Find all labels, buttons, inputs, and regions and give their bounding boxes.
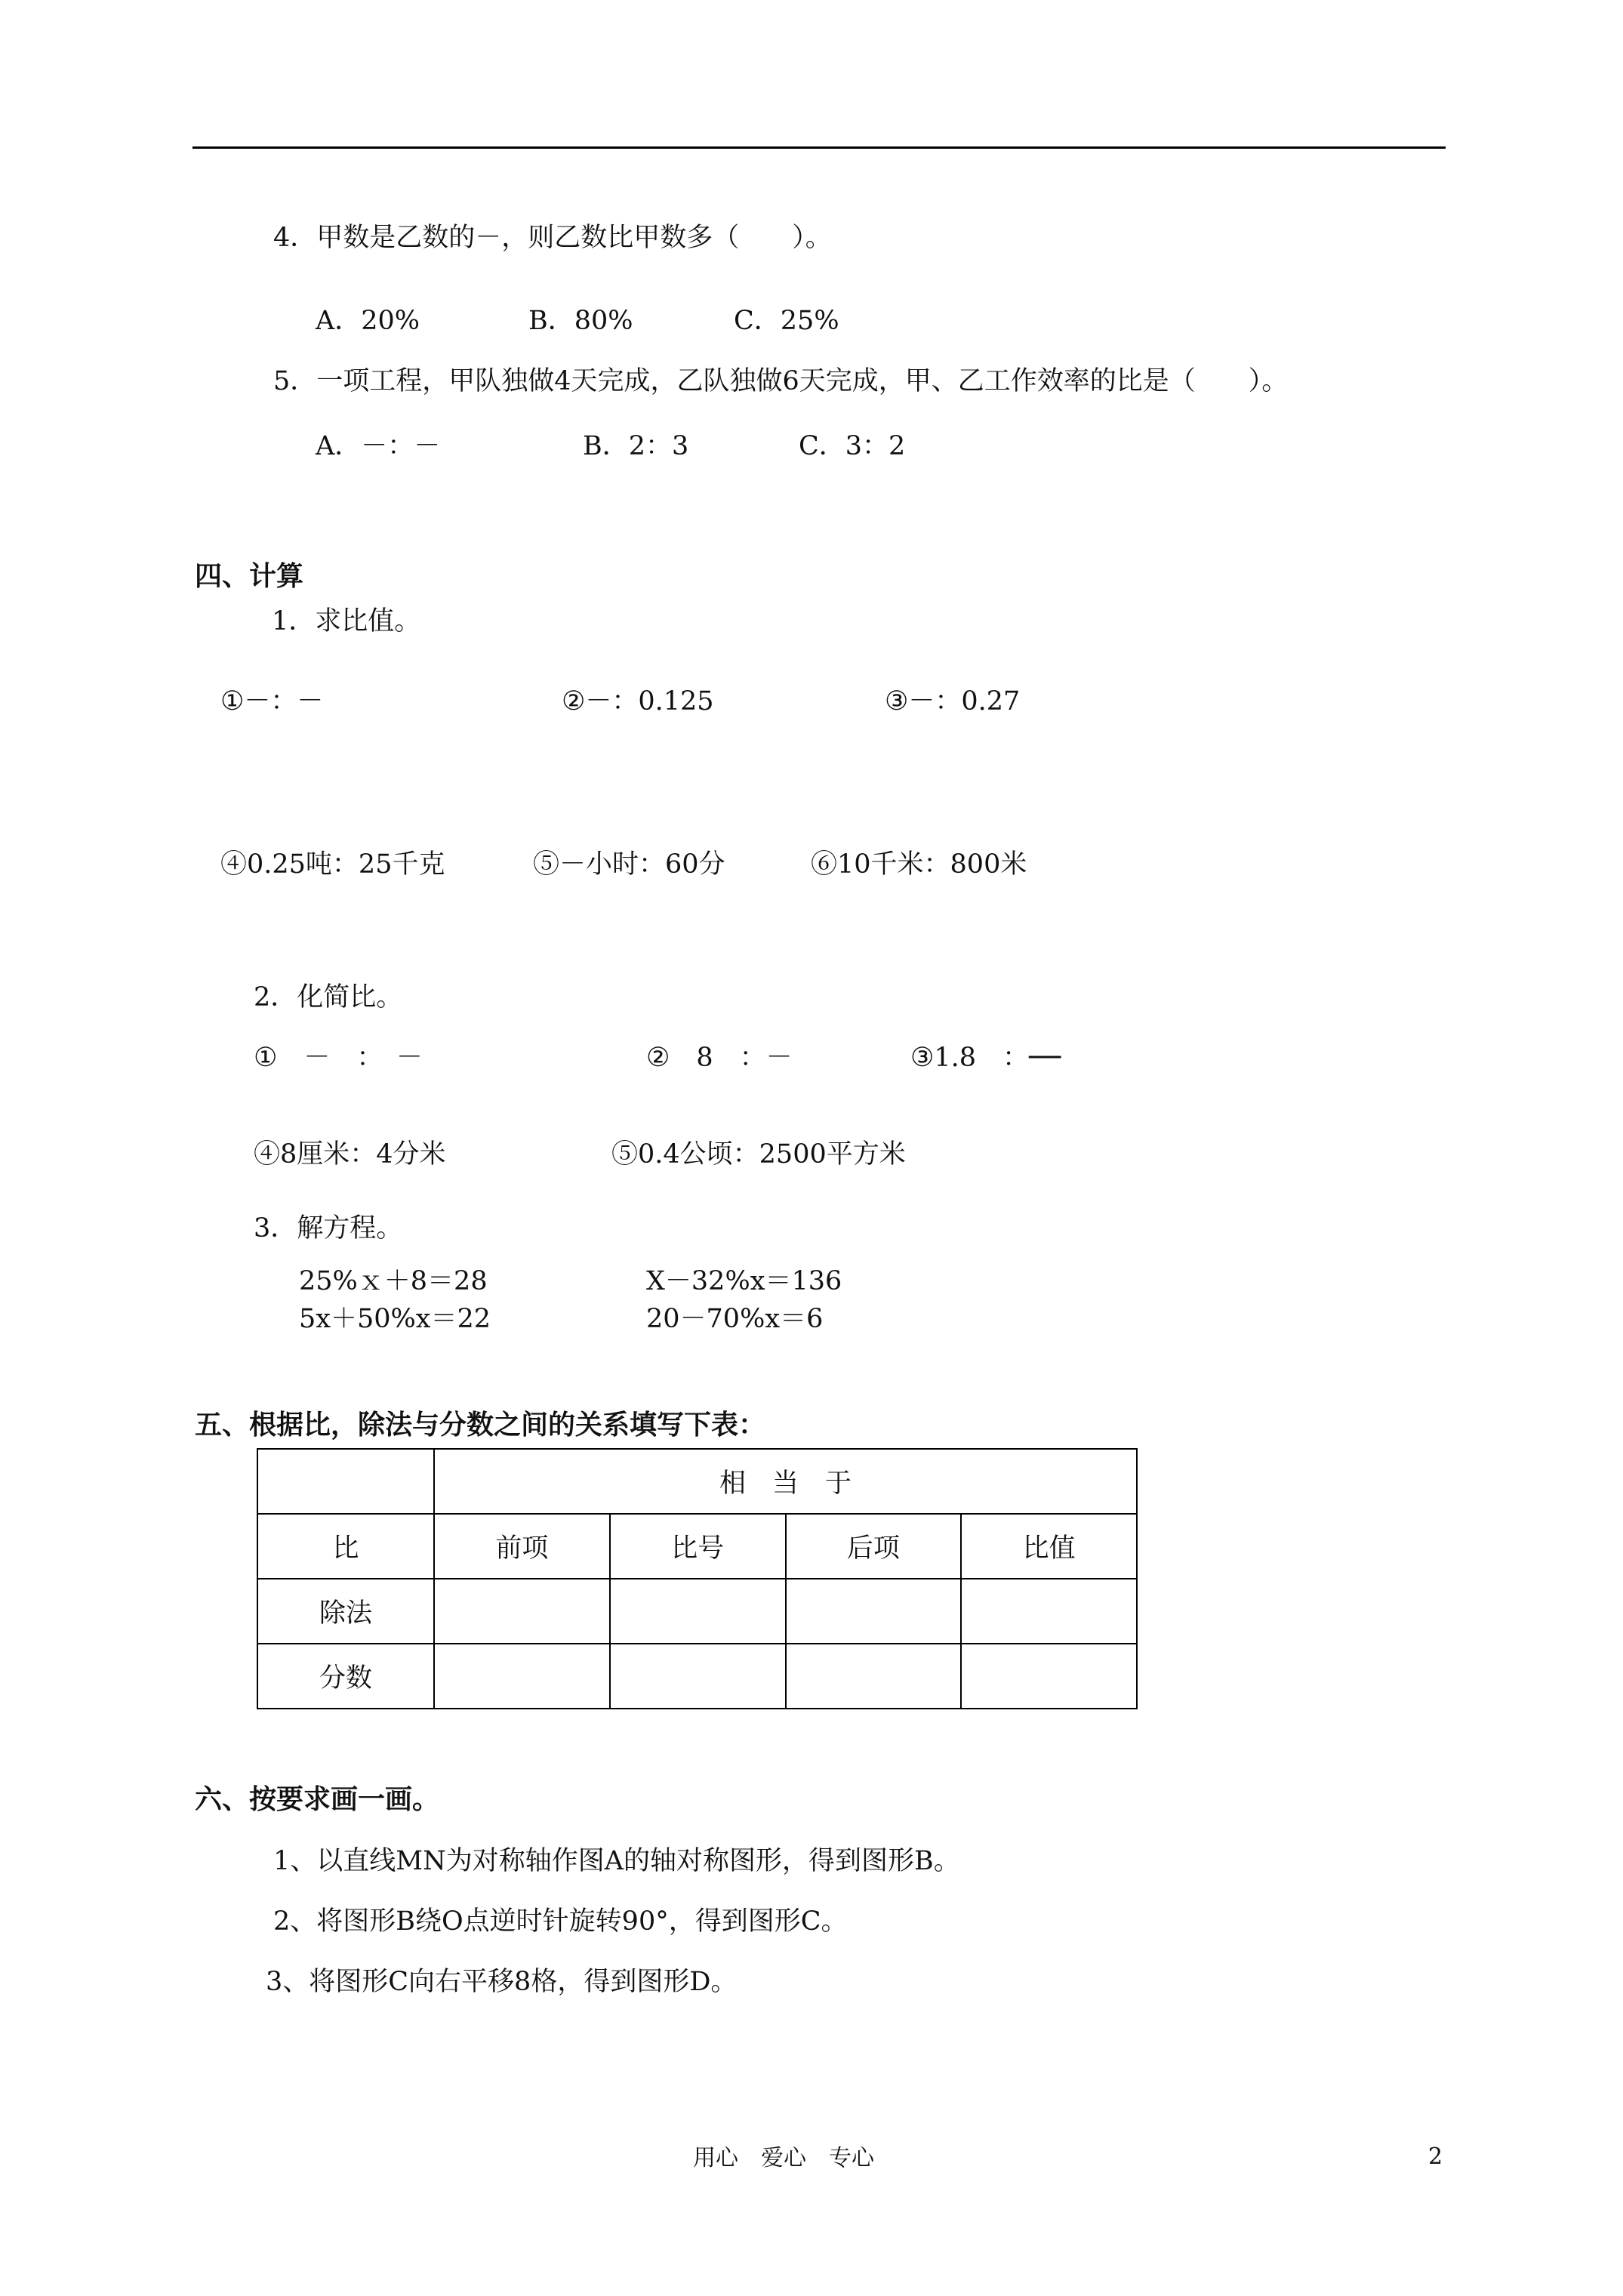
table-header-cell: 相 当 于 <box>434 1449 1137 1514</box>
blank-cell <box>786 1644 962 1709</box>
draw-step-1: 1、以直线MN为对称轴作图A的轴对称图形，得到图形B。 <box>273 1846 960 1876</box>
q4-option-c: C．25% <box>734 306 839 336</box>
q5-option-c: C．3：2 <box>799 431 906 461</box>
section-6-title: 六、按要求画一画。 <box>195 1784 440 1815</box>
part-1-title: 1．求比值。 <box>272 606 421 636</box>
simplify-5: ⑤0.4公顷：2500平方米 <box>611 1139 906 1170</box>
page-number: 2 <box>1428 2143 1443 2170</box>
ratio-2: ②－：0.125 <box>562 686 714 717</box>
ratio-4: ④0.25吨：25千克 <box>220 849 445 880</box>
blank-cell <box>610 1579 786 1644</box>
simplify-2: ② 8 ：－ <box>646 1043 793 1073</box>
draw-step-2: 2、将图形B绕O点逆时针旋转90°，得到图形C。 <box>273 1906 848 1937</box>
header-rule <box>192 146 1446 149</box>
q5-option-b: B．2：3 <box>583 431 689 461</box>
simplify-4: ④8厘米：4分米 <box>254 1139 446 1170</box>
col-ratio-sign: 比号 <box>610 1514 786 1579</box>
equation-2: X－32%x＝136 <box>646 1266 842 1296</box>
q4-option-a: A．20% <box>316 306 420 336</box>
q5-option-a: A．－：－ <box>316 431 441 461</box>
equation-4: 20－70%x＝6 <box>646 1304 824 1334</box>
col-ratio-value: 比值 <box>961 1514 1137 1579</box>
row-division: 除法 <box>257 1579 434 1644</box>
draw-step-3: 3、将图形C向右平移8格，得到图形D。 <box>266 1967 738 1997</box>
question-4: 4．甲数是乙数的－，则乙数比甲数多（ ）。 <box>273 223 832 253</box>
equation-3: 5x＋50%x＝22 <box>299 1304 491 1334</box>
blank-cell <box>434 1579 610 1644</box>
part-3-title: 3．解方程。 <box>254 1213 403 1244</box>
col-ratio: 比 <box>257 1514 434 1579</box>
relation-table <box>257 1448 1138 1709</box>
part-2-title: 2．化简比。 <box>254 982 403 1012</box>
ratio-3: ③－：0.27 <box>885 686 1021 717</box>
equation-1: 25%ｘ＋8＝28 <box>299 1266 488 1296</box>
section-5-title: 五、根据比，除法与分数之间的关系填写下表： <box>195 1410 766 1441</box>
blank-cell <box>434 1644 610 1709</box>
col-antecedent: 前项 <box>434 1514 610 1579</box>
section-4-title: 四、计算 <box>195 561 304 592</box>
col-consequent: 后项 <box>786 1514 962 1579</box>
blank-cell <box>786 1579 962 1644</box>
simplify-3: ③1.8 ：── <box>910 1043 1061 1073</box>
table-corner-cell <box>257 1449 434 1514</box>
ratio-1: ①－：－ <box>220 686 324 717</box>
row-fraction: 分数 <box>257 1644 434 1709</box>
footer-motto: 用心 爱心 专心 <box>693 2145 874 2171</box>
question-5: 5．一项工程，甲队独做4天完成，乙队独做6天完成，甲、乙工作效率的比是（ ）。 <box>273 366 1289 396</box>
ratio-6: ⑥10千米：800米 <box>811 849 1027 880</box>
blank-cell <box>961 1579 1137 1644</box>
blank-cell <box>961 1644 1137 1709</box>
ratio-5: ⑤－小时：60分 <box>533 849 725 880</box>
blank-cell <box>610 1644 786 1709</box>
q4-option-b: B．80% <box>528 306 633 336</box>
simplify-1: ① － ： － <box>254 1043 423 1073</box>
